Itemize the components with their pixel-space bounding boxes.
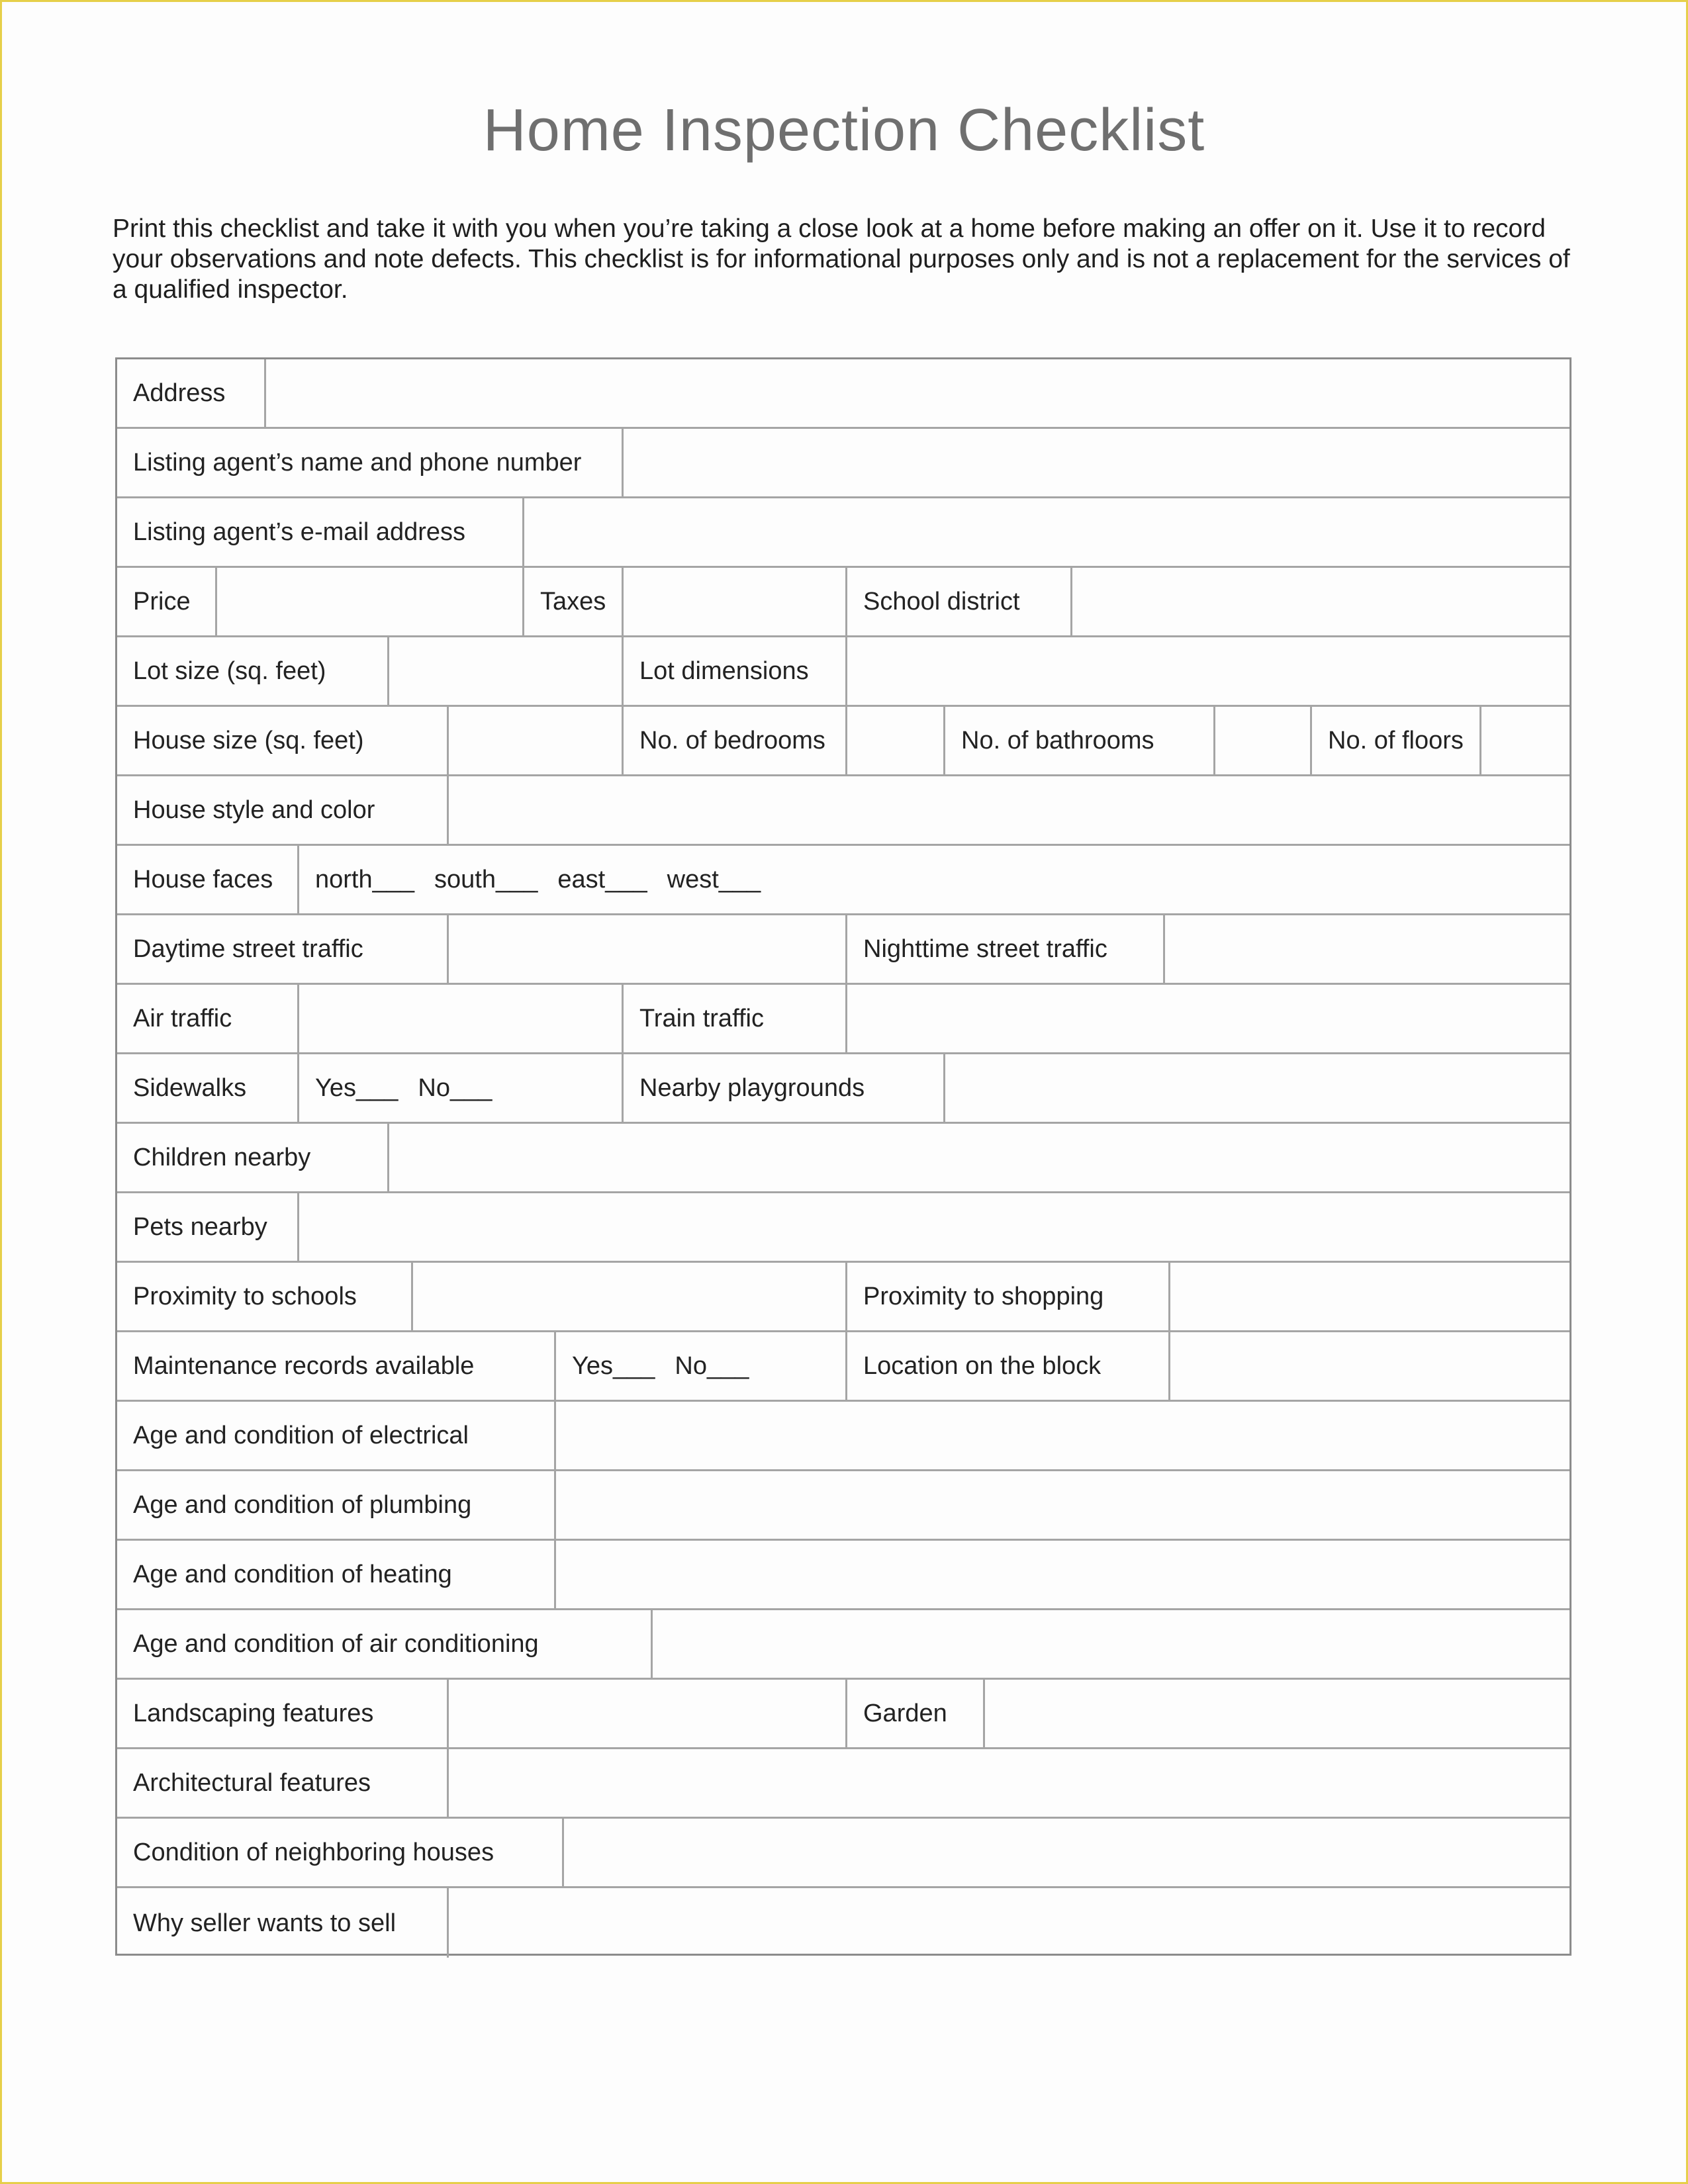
- taxes-field[interactable]: [622, 568, 845, 635]
- row-landscaping: [117, 1680, 1570, 1749]
- page-title: Home Inspection Checklist: [483, 97, 1205, 163]
- price-field[interactable]: [215, 568, 522, 635]
- location-field[interactable]: [1168, 1332, 1570, 1400]
- bedrooms-label: No. of bedrooms: [622, 707, 845, 774]
- row-air-train: [117, 985, 1570, 1054]
- maintenance-label: Maintenance records available: [133, 1352, 475, 1380]
- air-traffic-field[interactable]: [297, 985, 622, 1052]
- agent-email-field[interactable]: [522, 498, 1570, 566]
- architectural-label: Architectural features: [133, 1769, 371, 1797]
- row-neighboring: [117, 1819, 1570, 1888]
- agent-name-label: Listing agent’s name and phone number: [133, 449, 582, 477]
- lot-size-field[interactable]: [387, 637, 622, 705]
- house-faces-label: House faces: [133, 866, 273, 893]
- bathrooms-field[interactable]: [1213, 707, 1310, 774]
- row-agent-email: [117, 498, 1570, 568]
- landscaping-label: Landscaping features: [133, 1700, 374, 1727]
- row-lot: [117, 637, 1570, 707]
- taxes-label: Taxes: [522, 568, 622, 635]
- lot-size-label: Lot size (sq. feet): [133, 657, 326, 685]
- row-house: [117, 707, 1570, 776]
- neighboring-field[interactable]: [562, 1819, 1570, 1886]
- sidewalks-label: Sidewalks: [133, 1074, 247, 1102]
- school-district-field[interactable]: [1070, 568, 1570, 635]
- lot-dimensions-label: Lot dimensions: [622, 637, 845, 705]
- bedrooms-field[interactable]: [845, 707, 943, 774]
- children-field[interactable]: [387, 1124, 1570, 1191]
- row-children: [117, 1124, 1570, 1193]
- train-traffic-label: Train traffic: [622, 985, 845, 1052]
- schools-field[interactable]: [411, 1263, 845, 1330]
- faces-option-north[interactable]: north___: [315, 866, 415, 893]
- row-traffic: [117, 915, 1570, 985]
- row-proximity: [117, 1263, 1570, 1332]
- floors-label: No. of floors: [1310, 707, 1479, 774]
- electrical-field[interactable]: [554, 1402, 1570, 1469]
- landscaping-field[interactable]: [447, 1680, 845, 1747]
- house-faces-options: [297, 846, 1570, 913]
- plumbing-field[interactable]: [554, 1471, 1570, 1539]
- row-architectural: [117, 1749, 1570, 1819]
- shopping-label: Proximity to shopping: [845, 1263, 1168, 1330]
- bathrooms-label: No. of bathrooms: [943, 707, 1213, 774]
- row-maintenance: [117, 1332, 1570, 1402]
- house-style-field[interactable]: [447, 776, 1570, 844]
- agent-email-label: Listing agent’s e-mail address: [133, 518, 466, 546]
- nighttime-traffic-field[interactable]: [1163, 915, 1570, 983]
- address-label: Address: [133, 379, 226, 407]
- shopping-field[interactable]: [1168, 1263, 1570, 1330]
- heating-field[interactable]: [554, 1541, 1570, 1608]
- row-electrical: [117, 1402, 1570, 1471]
- intro-paragraph: Print this checklist and take it with you when you’re taking a close look at a home before making an offer on it. Use it to record your observations and note defects. This checklist is for informational purposes only and is not a replacement for the services of a qualified inspector.: [113, 214, 1570, 304]
- address-field[interactable]: [264, 359, 1570, 427]
- row-address: [117, 359, 1570, 429]
- heating-label: Age and condition of heating: [133, 1561, 452, 1588]
- air-conditioning-label: Age and condition of air conditioning: [133, 1630, 539, 1658]
- agent-name-field[interactable]: [622, 429, 1570, 496]
- maintenance-option-yes[interactable]: Yes___: [572, 1352, 655, 1380]
- house-size-label: House size (sq. feet): [133, 727, 364, 754]
- floors-field[interactable]: [1479, 707, 1570, 774]
- lot-dimensions-field[interactable]: [845, 637, 1570, 705]
- nighttime-traffic-label: Nighttime street traffic: [845, 915, 1163, 983]
- playgrounds-field[interactable]: [943, 1054, 1570, 1122]
- seller-label: Why seller wants to sell: [133, 1909, 397, 1937]
- sidewalks-options: [297, 1054, 622, 1122]
- children-label: Children nearby: [133, 1144, 311, 1171]
- train-traffic-field[interactable]: [845, 985, 1570, 1052]
- row-plumbing: [117, 1471, 1570, 1541]
- daytime-traffic-field[interactable]: [447, 915, 845, 983]
- neighboring-label: Condition of neighboring houses: [133, 1839, 494, 1866]
- row-air-conditioning: [117, 1610, 1570, 1680]
- daytime-traffic-label: Daytime street traffic: [133, 935, 363, 963]
- school-district-label: School district: [845, 568, 1070, 635]
- maintenance-option-no[interactable]: No___: [675, 1352, 749, 1380]
- row-style: [117, 776, 1570, 846]
- maintenance-options: [554, 1332, 845, 1400]
- location-label: Location on the block: [845, 1332, 1168, 1400]
- electrical-label: Age and condition of electrical: [133, 1422, 469, 1449]
- row-sidewalks: [117, 1054, 1570, 1124]
- sidewalks-option-no[interactable]: No___: [418, 1074, 492, 1102]
- faces-option-east[interactable]: east___: [557, 866, 647, 893]
- row-seller: [117, 1888, 1570, 1958]
- pets-field[interactable]: [297, 1193, 1570, 1261]
- row-price: [117, 568, 1570, 637]
- seller-field[interactable]: [447, 1888, 1570, 1958]
- pets-label: Pets nearby: [133, 1213, 267, 1241]
- house-style-label: House style and color: [133, 796, 375, 824]
- house-size-field[interactable]: [447, 707, 622, 774]
- playgrounds-label: Nearby playgrounds: [622, 1054, 943, 1122]
- checklist-table: [115, 357, 1571, 1956]
- air-traffic-label: Air traffic: [133, 1005, 232, 1032]
- schools-label: Proximity to schools: [133, 1283, 357, 1310]
- garden-field[interactable]: [983, 1680, 1570, 1747]
- faces-option-west[interactable]: west___: [667, 866, 761, 893]
- sidewalks-option-yes[interactable]: Yes___: [315, 1074, 399, 1102]
- price-label: Price: [133, 588, 191, 615]
- row-pets: [117, 1193, 1570, 1263]
- garden-label: Garden: [845, 1680, 983, 1747]
- faces-option-south[interactable]: south___: [434, 866, 538, 893]
- architectural-field[interactable]: [447, 1749, 1570, 1817]
- row-agent-name: [117, 429, 1570, 498]
- row-heating: [117, 1541, 1570, 1610]
- row-faces: [117, 846, 1570, 915]
- plumbing-label: Age and condition of plumbing: [133, 1491, 472, 1519]
- air-conditioning-field[interactable]: [651, 1610, 1570, 1678]
